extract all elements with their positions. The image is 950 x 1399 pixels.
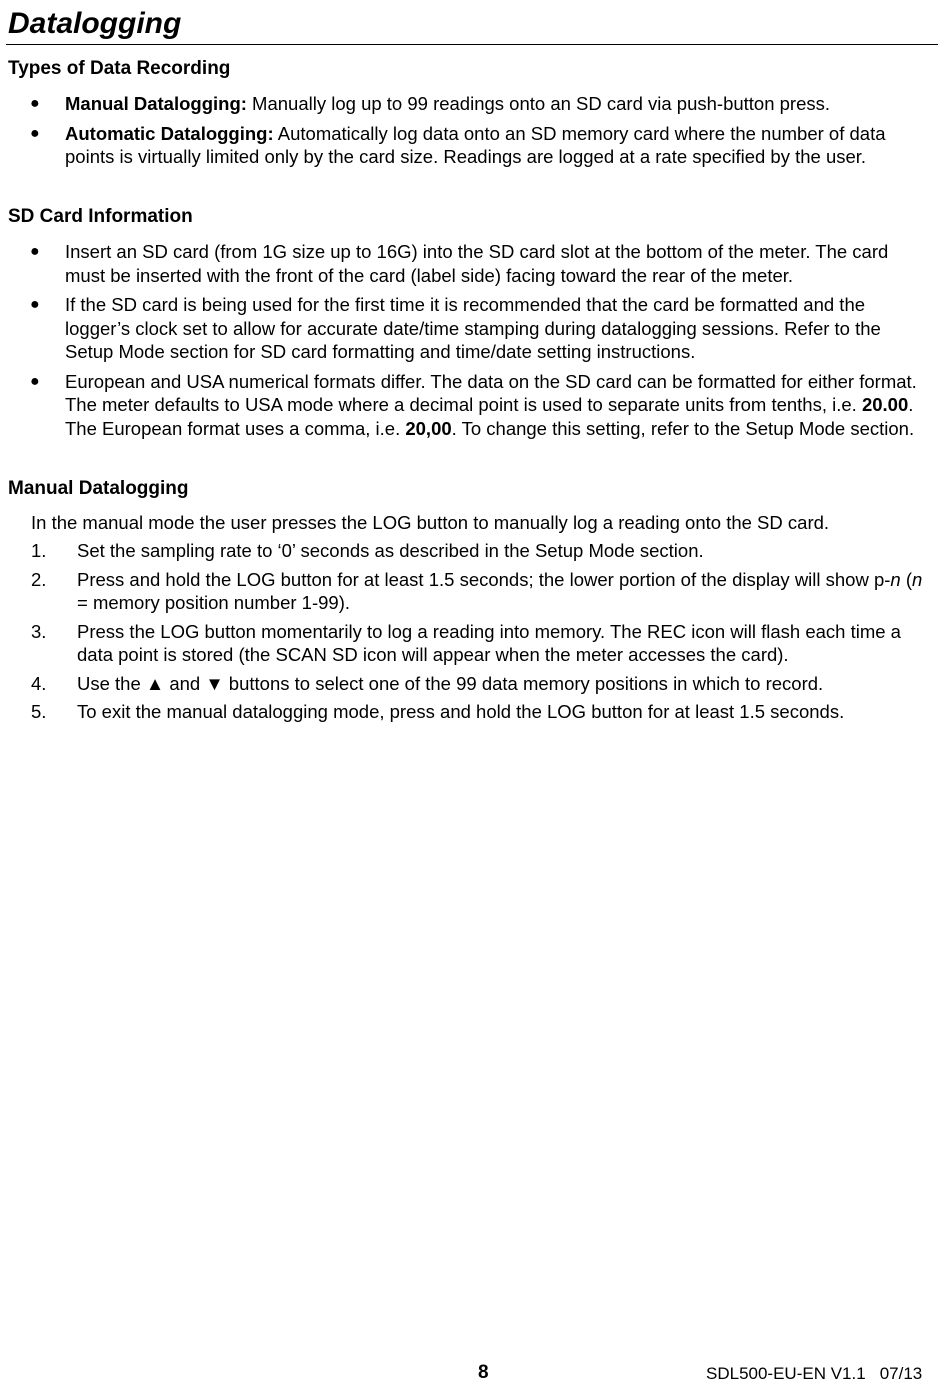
item-text: Manually log up to 99 readings onto an SD card via push-button press. [246,93,831,114]
step-text: Press and hold the LOG button for at least 1.5 seconds; the lower portion of the display will show p- [77,568,891,590]
list-item [0,539,940,563]
manual-steps [0,539,940,724]
step-text: Use the ▲ and ▼ buttons to select one of the 99 data memory positions in which to record. [77,672,824,694]
bullet-icon: ● [30,95,40,112]
manual-intro: In the manual mode the user presses the LOG button to manually log a reading onto the SD card. [31,512,830,533]
step-text: ( [900,568,913,590]
step-italic: n [890,568,901,590]
step-text: Set the sampling rate to ‘0’ seconds as described in the Setup Mode section. [77,540,704,561]
bullet-icon: ● [30,372,40,390]
step-number: 1. [31,540,47,561]
eu-format-example: 20,00 [405,417,452,439]
title-divider [6,44,938,45]
item-text: Automatically log data onto an SD memory card where the number of data points is virtually limited only by the card size. Readings are logged at a rate specified by the user. [65,122,886,167]
step-number: 4. [31,672,47,694]
section-heading-manual: Manual Datalogging [8,478,189,499]
document-id [706,1362,922,1386]
item-text: Insert an SD card (from 1G size up to 16G) into the SD card slot at the bottom of the meter. The card must be inserted with the front of the card (label side) facing toward the rear of the meter. [65,241,889,286]
item-text: If the SD card is being used for the first time it is recommended that the card be formatted and the logger’s clock set to allow for accurate date/time stamping during datalogging sessions. Refer to the Setup Mode section for SD card formatting and time/date setting instructions. [65,294,881,362]
types-list [0,92,940,169]
list-item [0,700,940,724]
list-item [0,240,940,287]
list-item [0,620,940,667]
step-number: 2. [31,568,47,590]
step-number: 5. [31,701,47,722]
step-text: Press the LOG button momentarily to log a reading into memory. The REC icon will flash each time a data point is stored (the SCAN SD icon will appear when the meter accesses the card). [77,620,901,665]
page-number: 8 [478,1362,489,1383]
sdcard-list [0,240,940,440]
doc-date: 07/13 [879,1364,923,1383]
step-text: = memory position number 1-99). [77,592,350,613]
item-text: . To change this setting, refer to the Setup Mode section. [451,417,915,439]
list-item [0,672,940,696]
list-item [0,92,940,116]
usa-format-example: 20.00 [861,394,909,415]
item-bold-label: Automatic Datalogging: [65,122,274,144]
item-text: . The European format uses a comma, i.e. [65,394,914,439]
step-number: 3. [31,620,47,642]
list-item [0,122,940,169]
section-heading-types: Types of Data Recording [8,58,231,79]
step-italic: n [912,568,923,590]
section-heading-sdcard: SD Card Information [8,206,193,227]
list-item [0,293,940,364]
bullet-icon: ● [30,243,40,260]
doc-version: SDL500-EU-EN V1.1 [706,1364,866,1383]
item-bold-label: Manual Datalogging: [65,93,247,114]
item-text: European and USA numerical formats differ. The data on the SD card can be formatted for either format. The meter defaults to USA mode where a decimal point is used to separate units from tenths, i.e. [65,370,917,415]
step-text: To exit the manual datalogging mode, press and hold the LOG button for at least 1.5 seconds. [77,701,845,722]
page-title: Datalogging [8,7,182,40]
bullet-icon: ● [30,296,40,313]
list-item [0,568,940,615]
bullet-icon: ● [30,124,40,142]
list-item [0,370,940,441]
